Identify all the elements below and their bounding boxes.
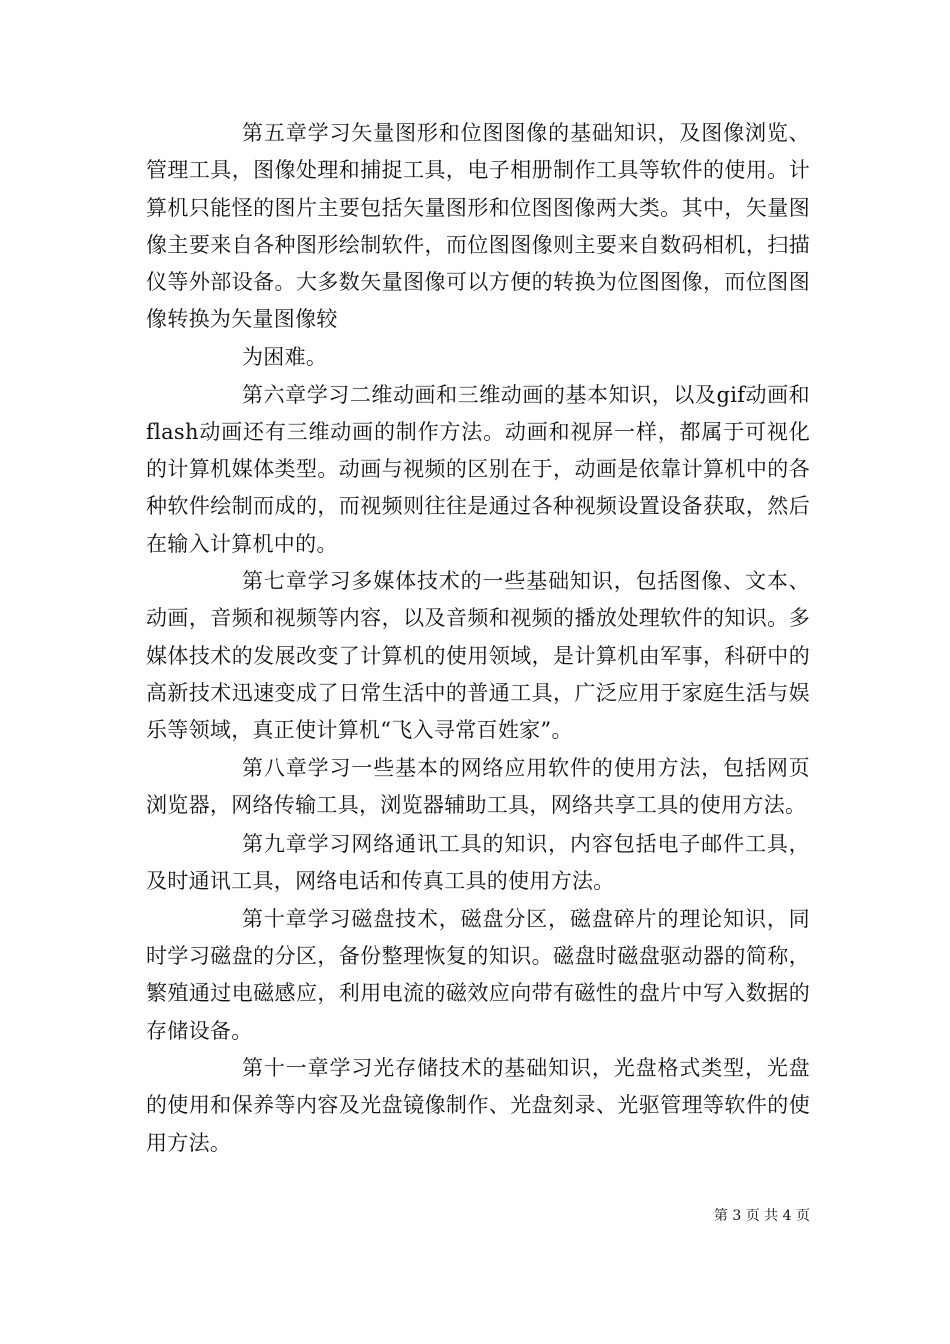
paragraph-chapter-5-continued: 为困难。 <box>242 345 328 370</box>
page-number-footer: 第 3 页 共 4 页 <box>713 1208 810 1224</box>
paragraph-chapter-11: 第十一章学习光存储技术的基础知识，光盘格式类型，光盘的使用和保养等内容及光盘镜像制作、光盘刻录、光驱管理等软件的使用方法。 <box>146 1055 810 1155</box>
paragraph-chapter-6: 第六章学习二维动画和三维动画的基本知识，以及gif动画和flash动画还有三维动画的制作方法。动画和视屏一样，都属于可视化的计算机媒体类型。动画与视频的区别在于，动画是依靠计算机中的各种软件绘制而成的，而视频则往往是通过各种视频设置设备获取，然后在输入计算机中的。 <box>146 382 810 556</box>
paragraph-chapter-5: 第五章学习矢量图形和位图图像的基础知识，及图像浏览、管理工具，图像处理和捕捉工具，电子相册制作工具等软件的使用。计算机只能怪的图片主要包括矢量图形和位图图像两大类。其中，矢量图像主要来自各种图形绘制软件，而位图图像则主要来自数码相机，扫描仪等外部设备。大多数矢量图像可以方便的转换为位图图像，而位图图像转换为矢量图像较 <box>146 121 810 332</box>
paragraph-chapter-10: 第十章学习磁盘技术，磁盘分区，磁盘碎片的理论知识，同时学习磁盘的分区，备份整理恢复的知识。磁盘时磁盘驱动器的简称，繁殖通过电磁感应，利用电流的磁效应向带有磁性的盘片中写入数据的存储设备。 <box>146 906 810 1043</box>
body-text <box>146 115 810 1162</box>
paragraph-chapter-9: 第九章学习网络通讯工具的知识，内容包括电子邮件工具，及时通讯工具，网络电话和传真工具的使用方法。 <box>146 832 810 894</box>
paragraph-chapter-8: 第八章学习一些基本的网络应用软件的使用方法，包括网页浏览器，网络传输工具，浏览器辅助工具，网络共享工具的使用方法。 <box>146 755 810 817</box>
paragraph-chapter-7: 第七章学习多媒体技术的一些基础知识，包括图像、文本、动画，音频和视频等内容，以及音频和视频的播放处理软件的知识。多媒体技术的发展改变了计算机的使用领域，是计算机由军事，科研中的高新技术迅速变成了日常生活中的普通工具，广泛应用于家庭生活与娱乐等领域，真正使计算机“飞入寻常百姓家”。 <box>146 569 810 743</box>
